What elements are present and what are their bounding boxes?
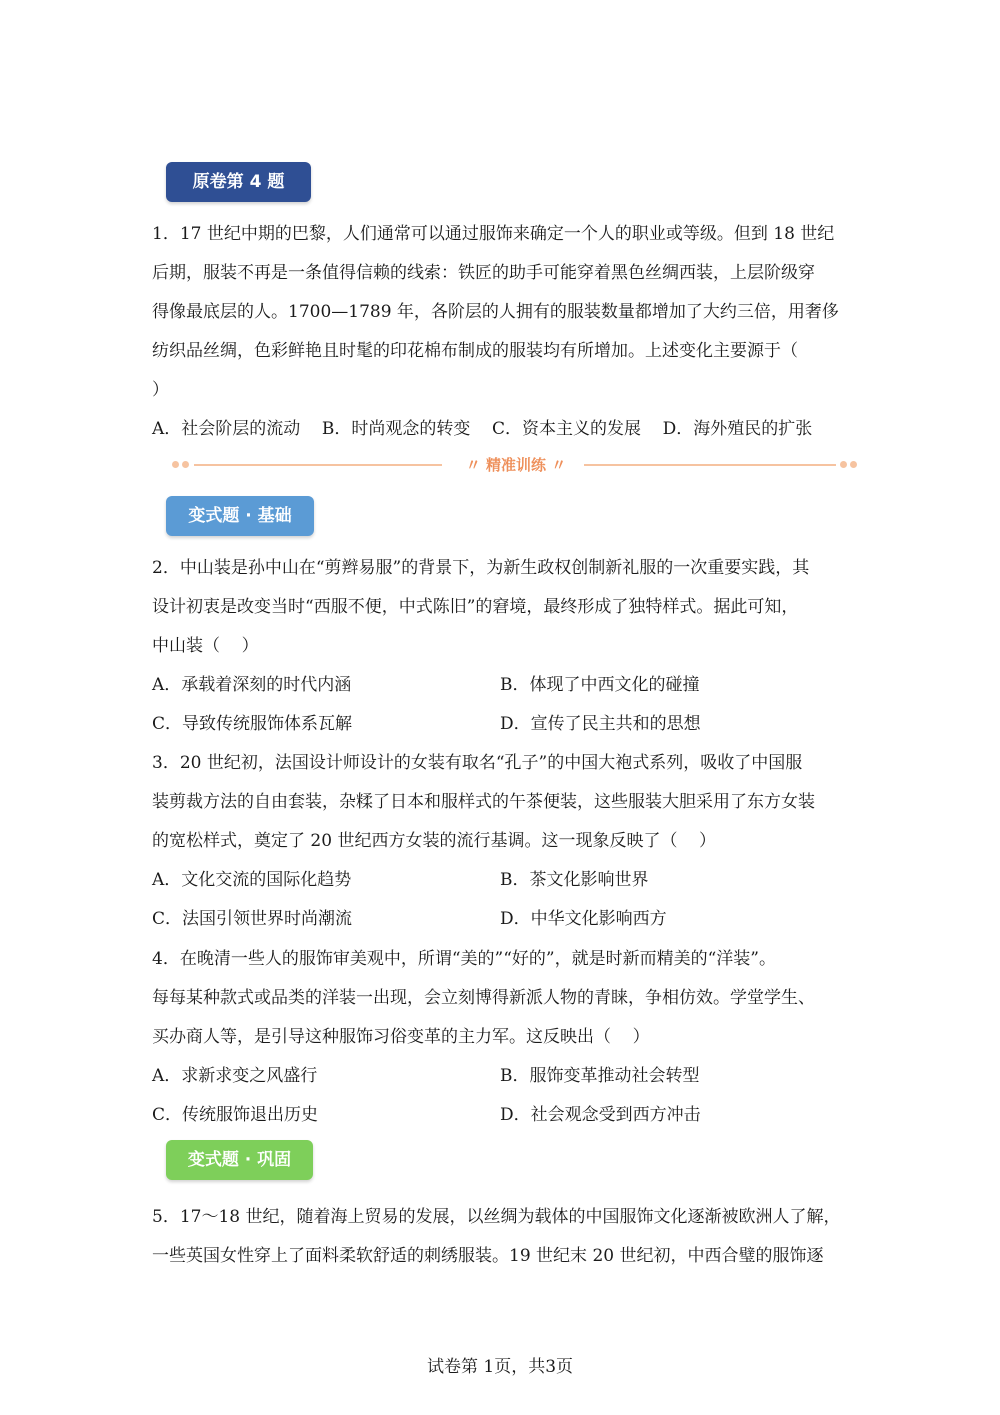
q3-line-1: 3．20 世纪初，法国设计师设计的女装有取名“孔子”的中国大袍式系列，吸收了中国服 <box>152 753 803 773</box>
q1-line-5: ） <box>152 380 169 400</box>
q1-options: A．社会阶层的流动 B．时尚观念的转变 C．资本主义的发展 D．海外殖民的扩张 <box>152 419 813 439</box>
q3-option-b: B．茶文化影响世界 <box>500 870 649 890</box>
q1-line-4: 纺织品丝绸，色彩鲜艳且时髦的印花棉布制成的服装均有所增加。上述变化主要源于（ <box>152 341 798 361</box>
divider-dot <box>850 461 857 468</box>
divider-precision-training <box>172 456 860 474</box>
q3-option-c: C．法国引领世界时尚潮流 <box>152 909 353 929</box>
q4-option-d: D．社会观念受到西方冲击 <box>500 1105 701 1125</box>
q4-option-b: B．服饰变革推动社会转型 <box>500 1066 700 1086</box>
divider-bar-right <box>584 464 836 466</box>
q4-line-1: 4．在晚清一些人的服饰审美观中，所谓“美的”“好的”，就是时新而精美的“洋装”。 <box>152 949 776 969</box>
divider-dot <box>182 461 189 468</box>
q4-line-3: 买办商人等，是引导这种服饰习俗变革的主力军。这反映出（ ） <box>152 1027 650 1047</box>
section-tag-consolidate: 变式题 · 巩固 <box>166 1140 313 1180</box>
divider-dot <box>840 461 847 468</box>
q3-line-2: 装剪裁方法的自由套装，杂糅了日本和服样式的午茶便装，这些服装大胆采用了东方女装 <box>152 792 815 812</box>
page-footer: 试卷第 1页，共3页 <box>426 1357 574 1377</box>
q4-line-2: 每每某种款式或品类的洋装一出现，会立刻博得新派人物的青睐，争相仿效。学堂学生、 <box>152 988 815 1008</box>
q2-line-2: 设计初衷是改变当时“西服不便，中式陈旧”的窘境，最终形成了独特样式。据此可知， <box>152 597 799 617</box>
section-tag-original: 原卷第 4 题 <box>166 162 311 202</box>
q4-option-c: C．传统服饰退出历史 <box>152 1105 319 1125</box>
q1-line-3: 得像最底层的人。1700—1789 年，各阶层的人拥有的服装数量都增加了大约三倍，用奢侈 <box>152 302 839 322</box>
q5-line-2: 一些英国女性穿上了面料柔软舒适的刺绣服装。19 世纪末 20 世纪初，中西合璧的服饰逐 <box>152 1246 824 1266</box>
q2-option-c: C．导致传统服饰体系瓦解 <box>152 714 353 734</box>
q3-line-3: 的宽松样式，奠定了 20 世纪西方女装的流行基调。这一现象反映了（ ） <box>152 831 717 851</box>
divider-dot <box>172 461 179 468</box>
q3-option-a: A．文化交流的国际化趋势 <box>152 870 352 890</box>
q1-line-2: 后期，服装不再是一条值得信赖的线索：铁匠的助手可能穿着黑色丝绸西装，上层阶级穿 <box>152 263 815 283</box>
q1-line-1: 1．17 世纪中期的巴黎，人们通常可以通过服饰来确定一个人的职业或等级。但到 18 世纪 <box>152 224 835 244</box>
divider-bar-left <box>194 464 442 466</box>
q3-option-d: D．中华文化影响西方 <box>500 909 667 929</box>
q2-line-3: 中山装（ ） <box>152 636 259 656</box>
q4-option-a: A．求新求变之风盛行 <box>152 1066 318 1086</box>
q2-option-d: D．宣传了民主共和的思想 <box>500 714 701 734</box>
section-tag-basic: 变式题 · 基础 <box>166 496 314 536</box>
q2-line-1: 2．中山装是孙中山在“剪辫易服”的背景下，为新生政权创制新礼服的一次重要实践，其 <box>152 558 810 578</box>
q2-option-a: A．承载着深刻的时代内涵 <box>152 675 352 695</box>
q5-line-1: 5．17～18 世纪，随着海上贸易的发展，以丝绸为载体的中国服饰文化逐渐被欧洲人了解， <box>152 1207 841 1227</box>
q2-option-b: B．体现了中西文化的碰撞 <box>500 675 700 695</box>
divider-label: 〃 精准训练 〃 <box>465 456 567 474</box>
